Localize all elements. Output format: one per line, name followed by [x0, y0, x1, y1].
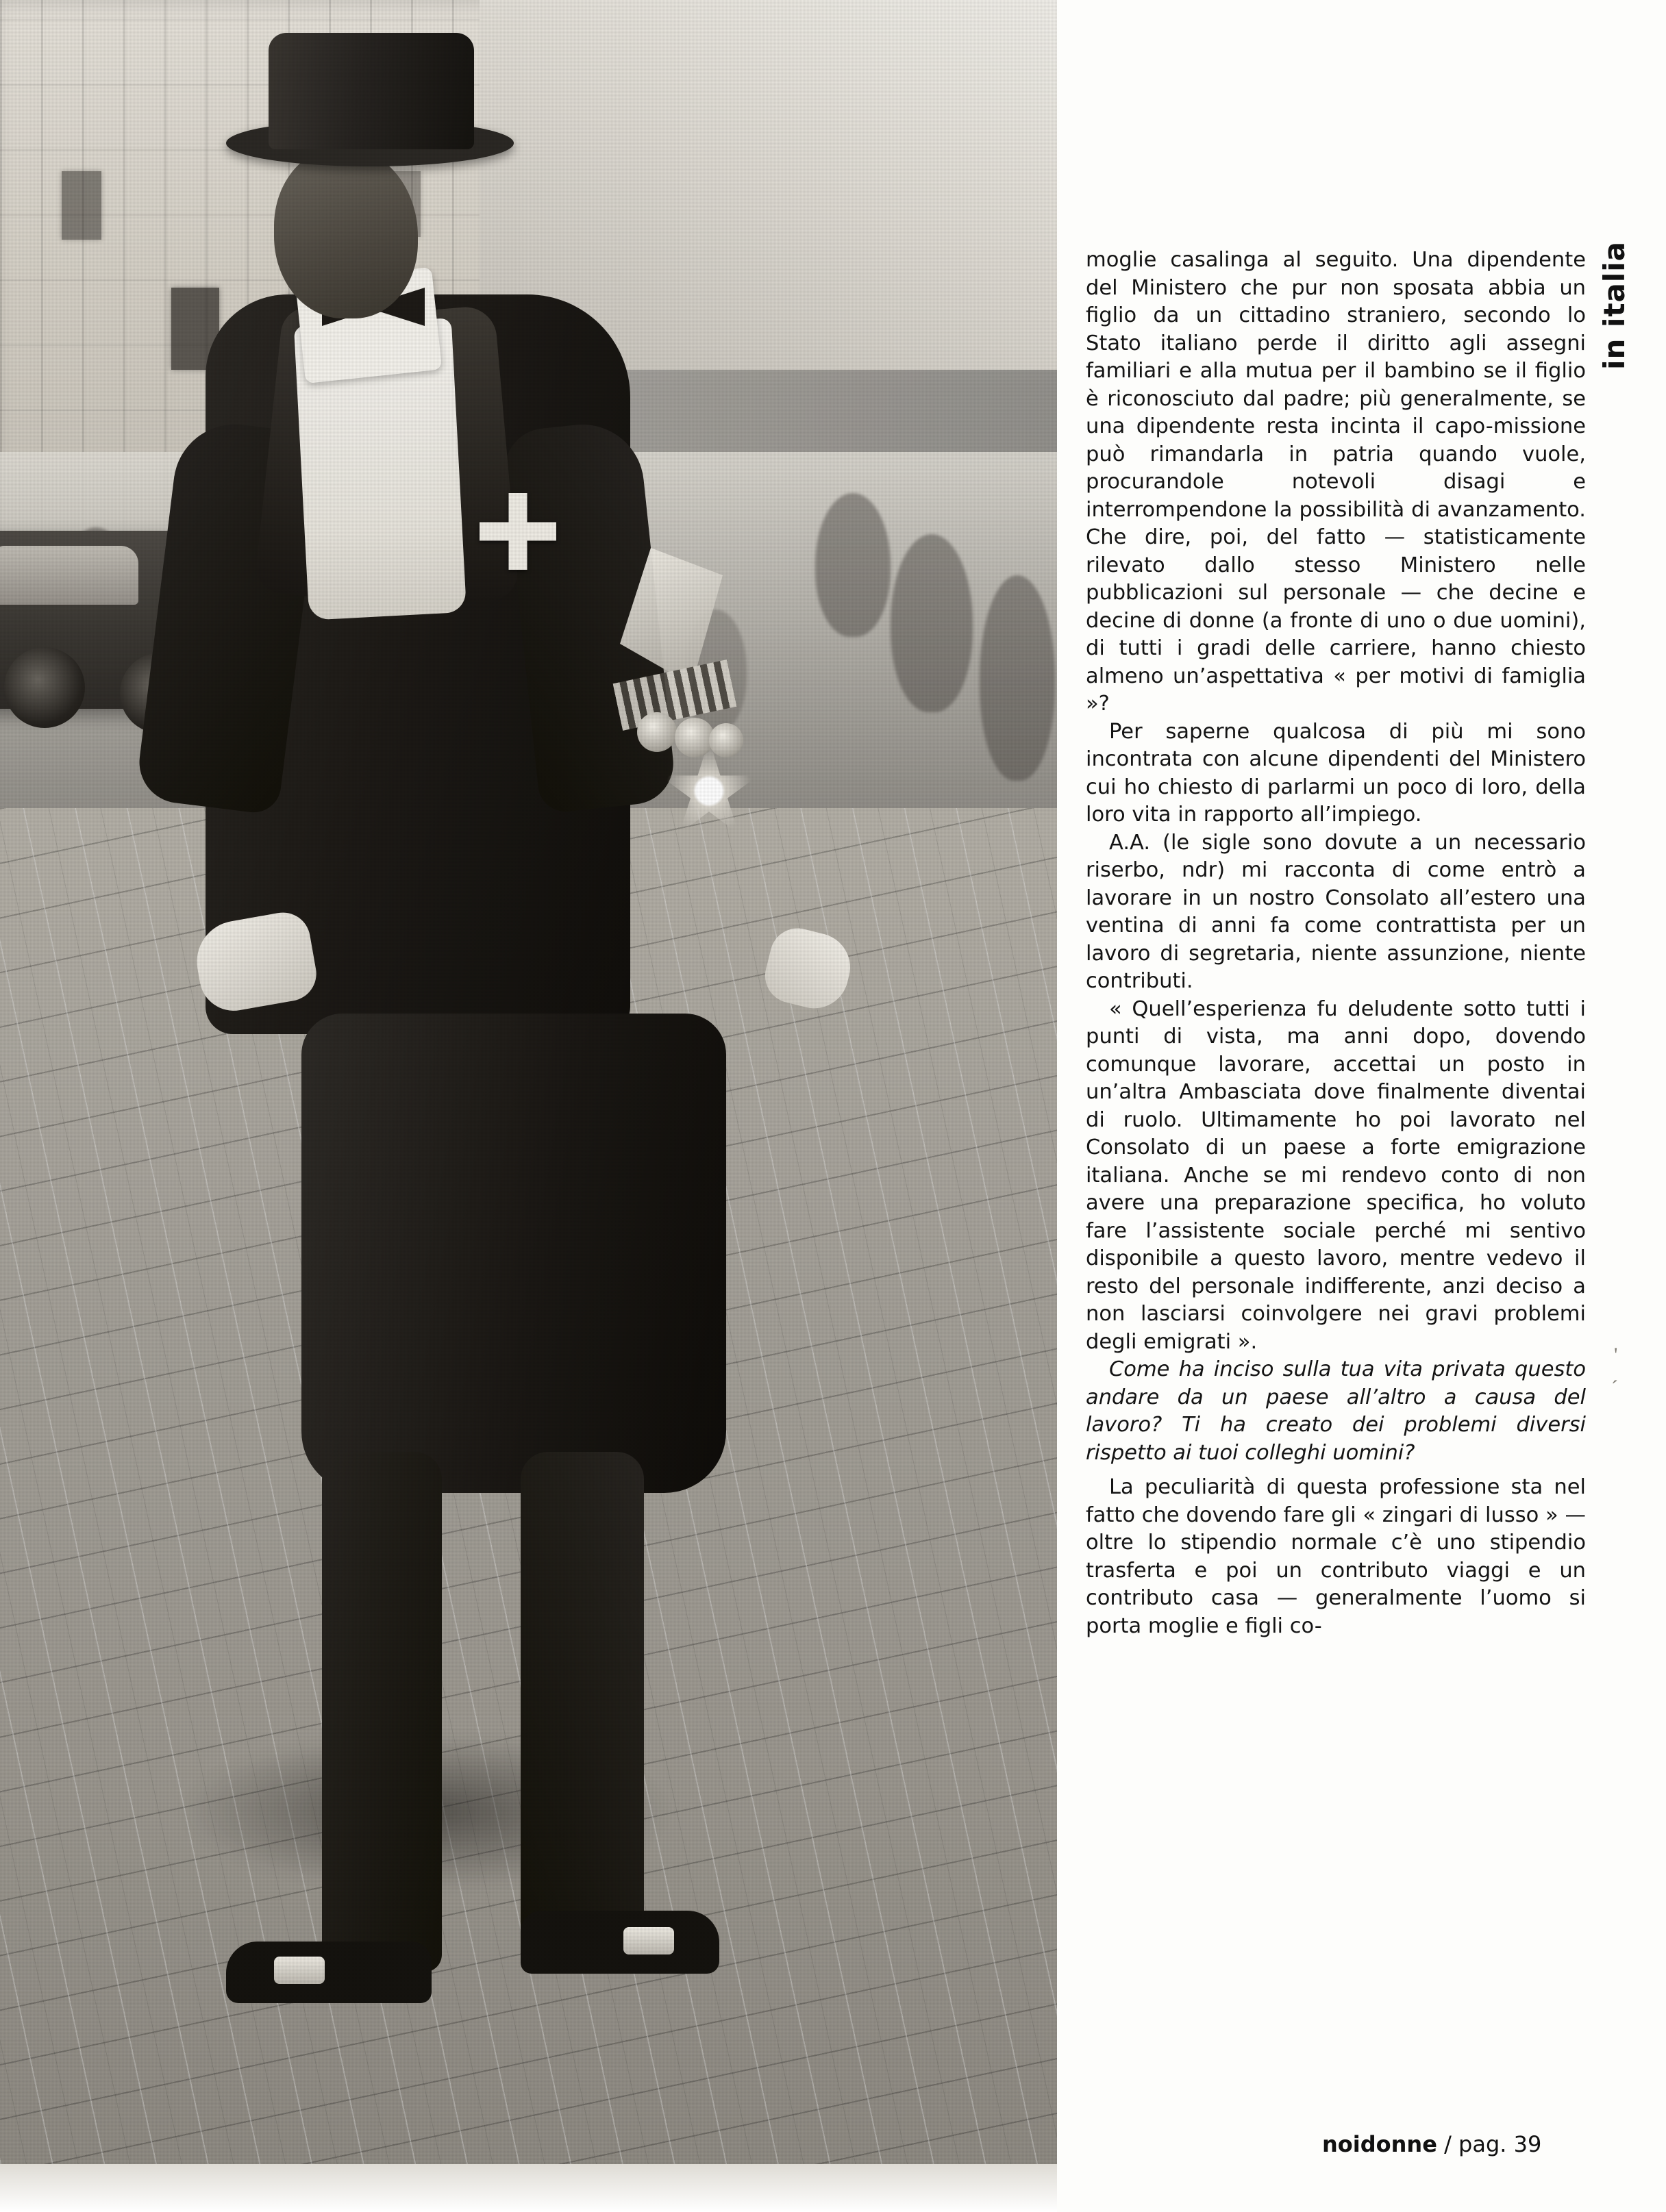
page-bottom-edge — [0, 2164, 1057, 2212]
magazine-brand: noidonne — [1322, 2131, 1437, 2157]
paragraph: A.A. (le sigle sono dovute a un necessario riserbo, ndr) mi racconta di come entrò a lavorare in un nostro Consolato all’estero una ventina di anni fa come contrattista per un lavoro di segretaria, niente assunzione, niente contributi. — [1086, 830, 1586, 993]
margin-mark: ´ — [1611, 1377, 1618, 1399]
running-head-in-italia: in italia — [1597, 241, 1631, 370]
page-footer — [1322, 2131, 1541, 2157]
paragraph: La peculiarità di questa professione sta nel fatto che dovendo fare gli « zingari di lusso » — oltre lo stipendio normale c’è uno stipendio trasferta e poi un contributo viaggi e un contributo casa — generalmente l’uomo si porta moglie e figli co- — [1086, 1475, 1586, 1638]
paragraph: moglie casalinga al seguito. Una dipendente del Ministero che pur non sposata abbia un figlio da un cittadino straniero, secondo lo Stato italiano perde il diritto agli assegni familiari e alla mutua per il bambino se il figlio è riconosciuto dal padre; più generalmente, se una dipendente resta incinta il capo-missione può rimandarla in patria quando vuole, procurandole notevoli disagi e interrompendone la possibilità di avanzamento. Che dire, poi, del fatto — statisticamente rilevato dallo stesso Ministero nelle pubblicazioni sul personale — che decine e decine di donne (a fronte di uno o due uomini), di tutti i gradi delle carriere, hanno chiesto almeno un’aspettativa « per motivi di famiglia »? — [1086, 248, 1586, 716]
interview-question: Come ha inciso sulla tua vita privata questo andare da un paese all’altro a causa del lavoro? Ti ha creato dei problemi diversi rispetto ai tuoi colleghi uomini? — [1086, 1357, 1586, 1465]
paragraph: « Quell’esperienza fu deludente sotto tutti i punti di vista, ma anni dopo, dovendo comunque lavorare, accettai un posto in un’altra Ambasciata dove finalmente diventai di ruolo. Ultimamente ho poi lavorato nel Consolato di un paese a forte emigrazione italiana. Anche se mi rendevo conto di non avere una preparazione specifica, ho voluto fare l’assistente sociale perché mi sentivo disponibile a questo lavoro, mentre vedevo il resto del personale indifferente, anzi deciso a non lasciarsi coinvolgere nei gravi problemi degli emigrati ». — [1086, 996, 1586, 1354]
page-number: / pag. 39 — [1444, 2131, 1542, 2157]
article-text-column — [1086, 247, 1586, 1640]
paragraph: Per saperne qualcosa di più mi sono incontrata con alcune dipendenti del Ministero cui ho chiesto di parlarmi un poco di loro, della loro vita in rapporto all’impiego. — [1086, 719, 1586, 827]
margin-mark: ' — [1614, 1344, 1618, 1366]
